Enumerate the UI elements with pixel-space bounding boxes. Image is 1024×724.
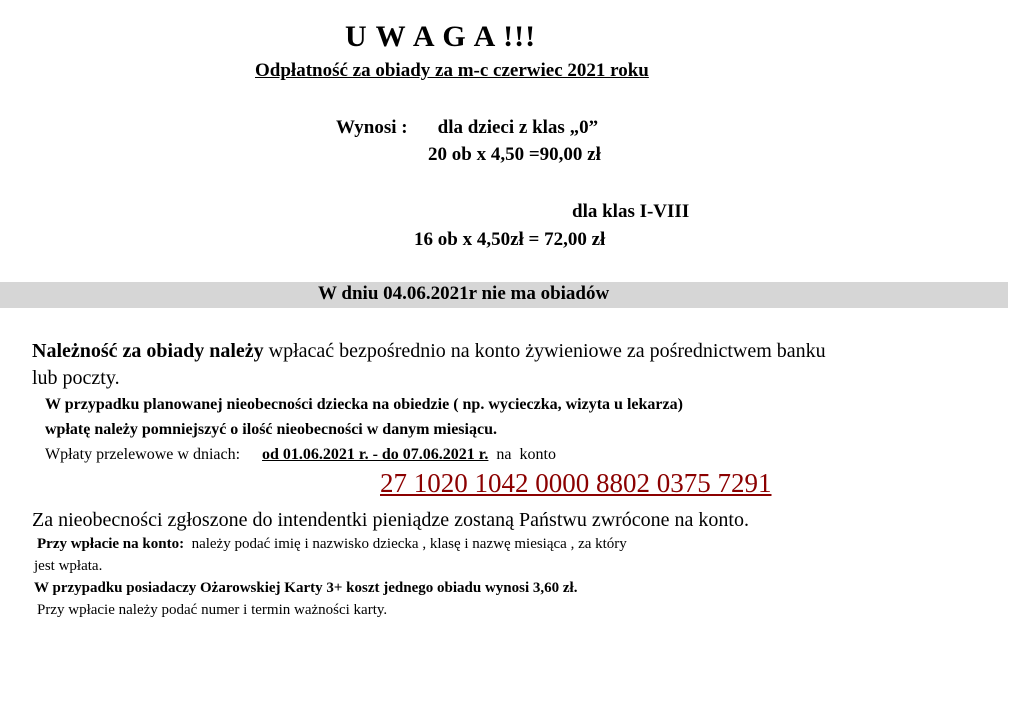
payment-instruction-line2: jest wpłata. bbox=[34, 558, 103, 574]
pricing-group0-line bbox=[336, 117, 598, 139]
payment-paragraph-bold: Należność za obiady należy bbox=[32, 340, 264, 362]
transfer-suffix: na konto bbox=[488, 446, 556, 463]
wynosi-label: Wynosi : bbox=[336, 117, 408, 138]
group2-label: dla klas I-VIII bbox=[572, 201, 690, 222]
card-instruction-note: Przy wpłacie należy podać numer i termin ważności karty. bbox=[37, 602, 388, 618]
absence-paragraph-line1: W przypadku planowanej nieobecności dziecka na obiedzie ( np. wycieczka, wizyta u lekarza) bbox=[45, 396, 683, 413]
page-title: U W A G A !!! bbox=[345, 20, 537, 53]
transfer-dates: od 01.06.2021 r. - do 07.06.2021 r. bbox=[262, 446, 489, 463]
payment-instruction-rest: należy podać imię i nazwisko dziecka , klasę i nazwę miesiąca , za który bbox=[184, 536, 627, 552]
transfer-label: Wpłaty przelewowe w dniach: bbox=[45, 446, 241, 463]
transfer-dates-line bbox=[45, 446, 556, 464]
absence-paragraph-line2: wpłatę należy pomniejszyć o ilość nieobecności w danym miesiącu. bbox=[45, 421, 497, 438]
payment-paragraph-line2: lub poczty. bbox=[32, 367, 120, 389]
card-holder-note: W przypadku posiadaczy Ożarowskiej Karty 3+ koszt jednego obiadu wynosi 3,60 zł. bbox=[34, 580, 578, 596]
no-lunch-banner bbox=[0, 282, 1008, 308]
banner-text: W dniu 04.06.2021r nie ma obiadów bbox=[318, 283, 610, 304]
payment-paragraph-line1 bbox=[32, 340, 826, 363]
refund-note: Za nieobecności zgłoszone do intendentki pieniądze zostaną Państwu zwrócone na konto. bbox=[32, 509, 749, 531]
payment-instruction-line1 bbox=[37, 536, 627, 553]
group2-calculation: 16 ob x 4,50zł = 72,00 zł bbox=[414, 229, 606, 250]
account-number: 27 1020 1042 0000 8802 0375 7291 bbox=[380, 468, 772, 498]
page-subtitle: Odpłatność za obiady za m-c czerwiec 2021 roku bbox=[255, 60, 649, 81]
group0-label: dla dzieci z klas „0” bbox=[437, 117, 599, 138]
payment-paragraph-rest: wpłacać bezpośrednio na konto żywieniowe za pośrednictwem banku bbox=[263, 340, 826, 362]
payment-instruction-bold: Przy wpłacie na konto: bbox=[37, 536, 185, 552]
group0-calculation: 20 ob x 4,50 =90,00 zł bbox=[428, 144, 601, 165]
